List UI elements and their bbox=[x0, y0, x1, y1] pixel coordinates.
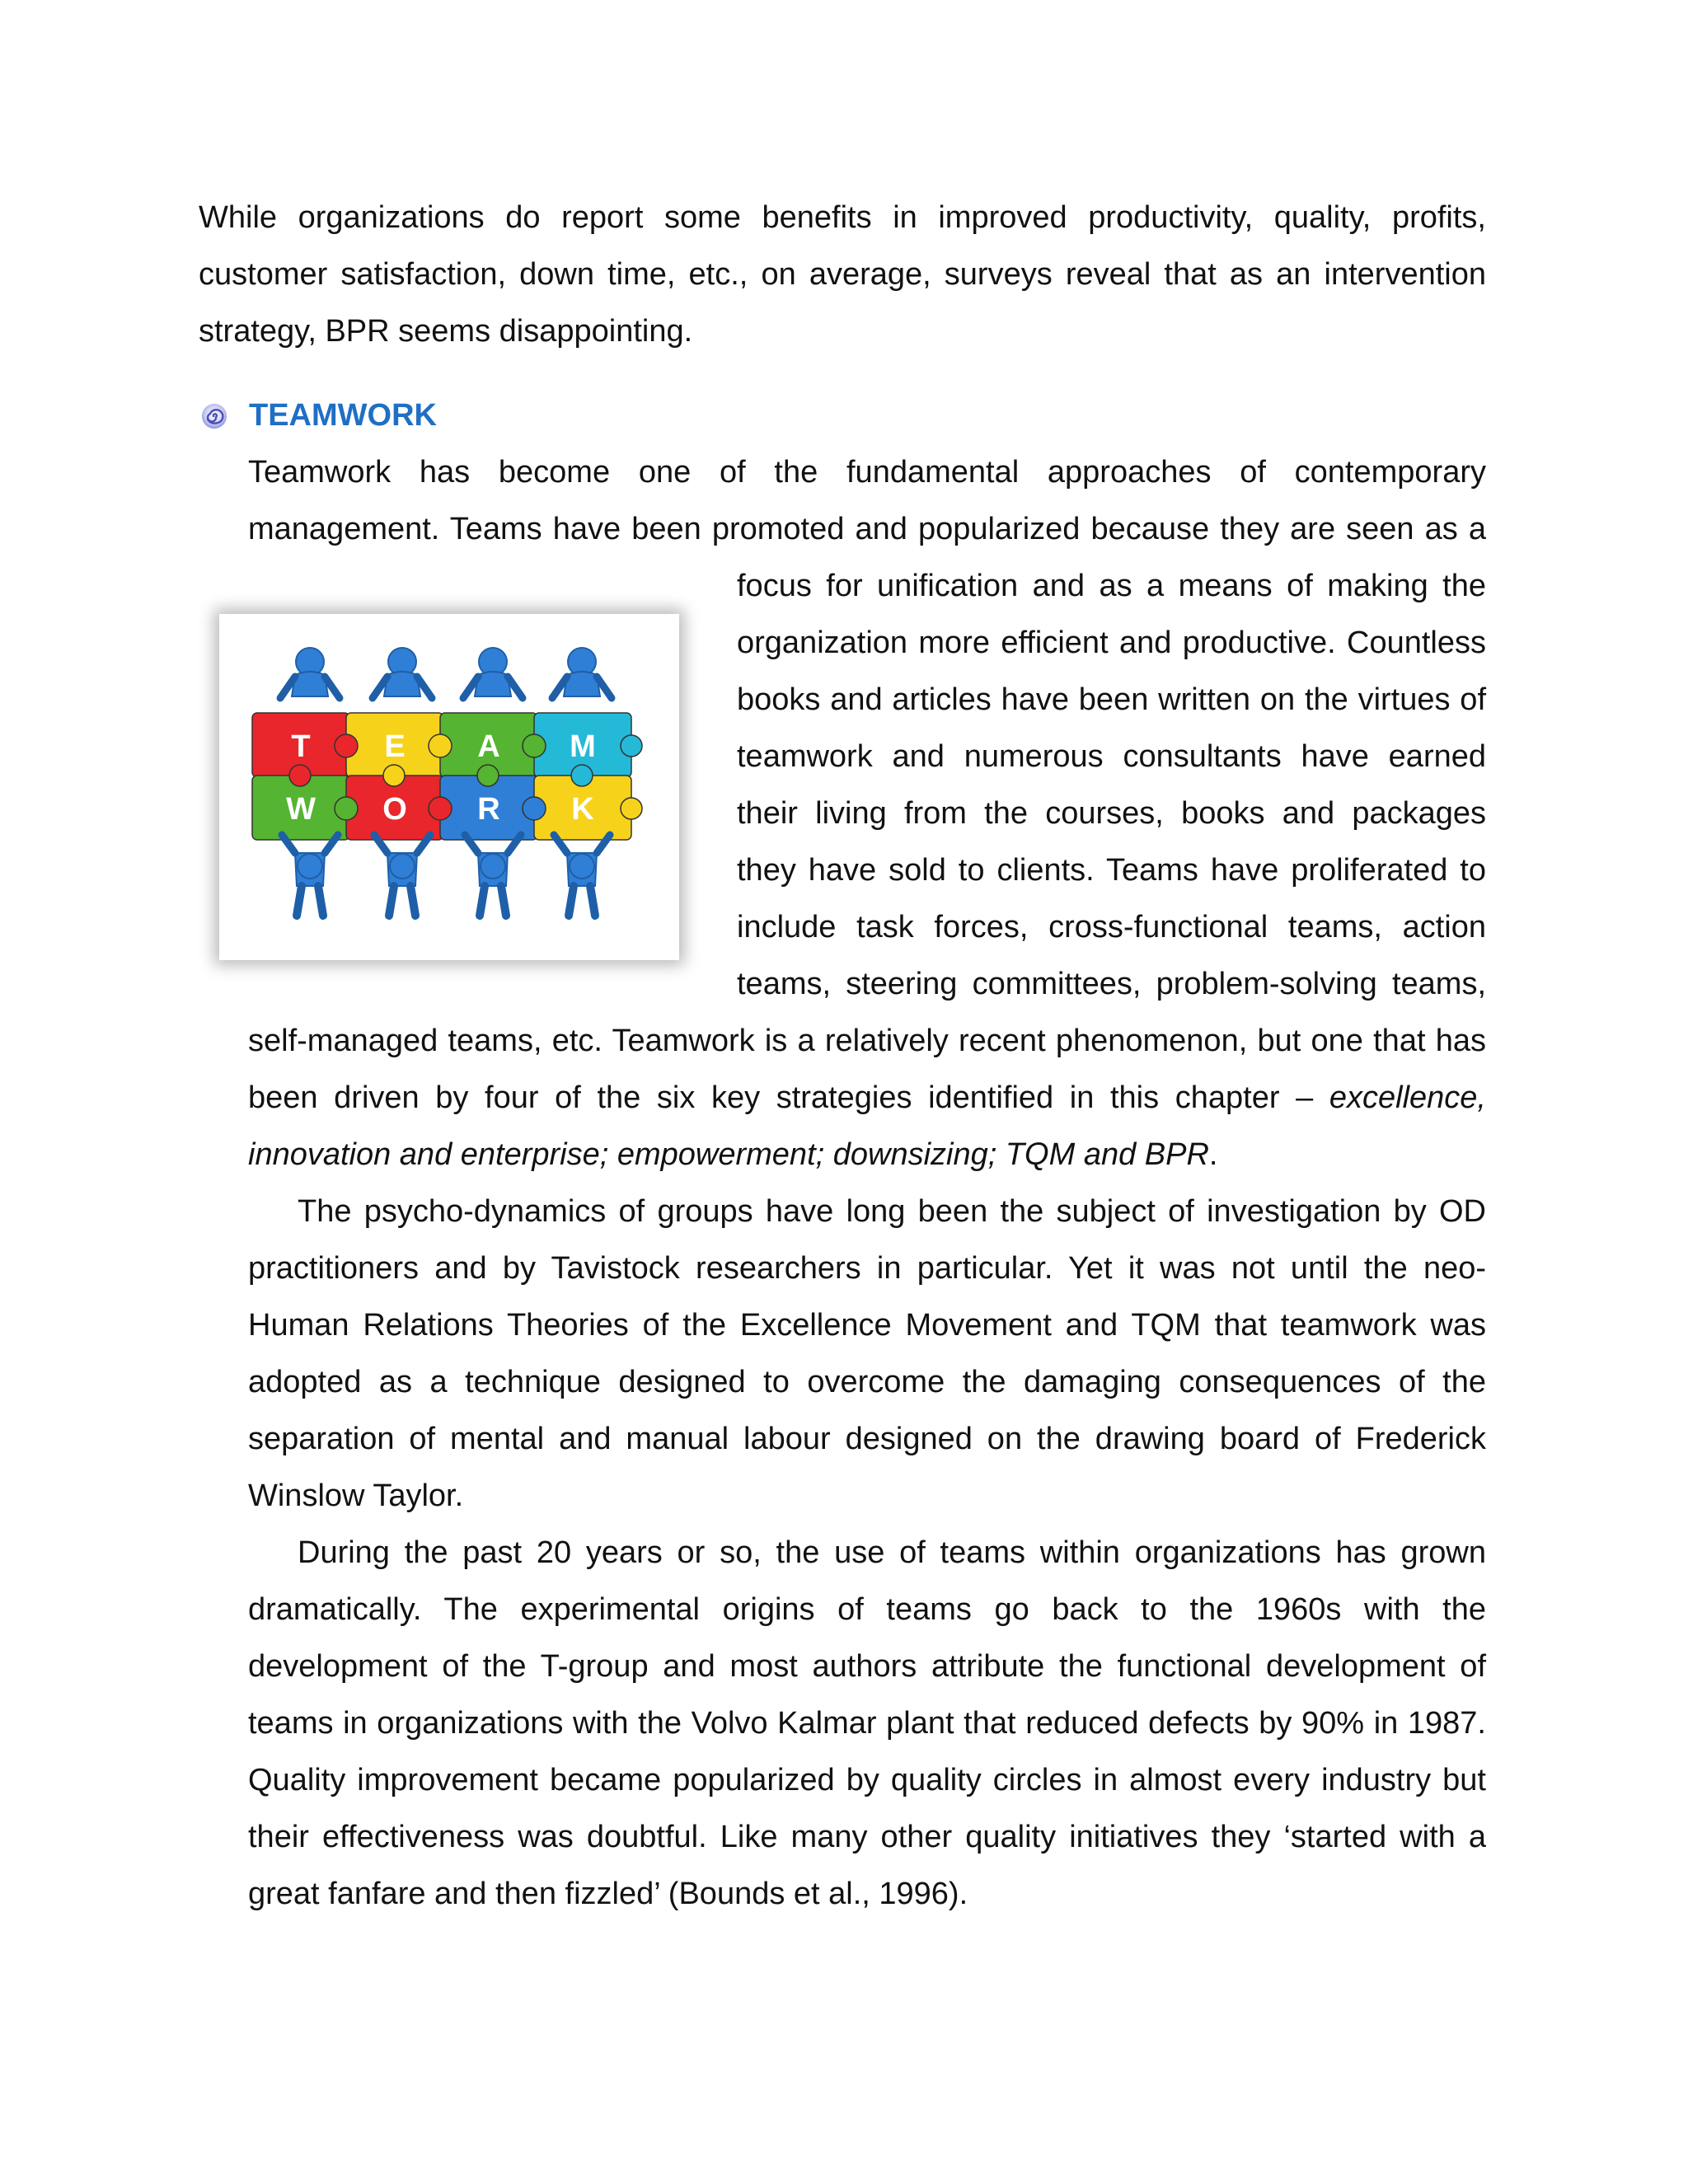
letter-1: E bbox=[384, 729, 406, 764]
letter-2: A bbox=[477, 729, 500, 764]
intro-paragraph: While organizations do report some benefits in improved productivity, quality, profits, customer satisfaction, down time, etc., on average, surveys reveal that as an intervention strategy, BPR seems disappointing. bbox=[199, 200, 1486, 349]
teamwork-paragraph-3: During the past 20 years or so, the use of teams within organizations has grown dramatically. The experimental origins of teams go back to the 1960s with the development of the T-group and most authors attribute the functional development of teams in organizations with the Volvo Kalmar plant that reduced defects by 90% in 1987. Quality improvement became popularized by quality circles in almost every industry but their effectiveness was doubtful. Like many other quality initiatives they ‘started with a great fanfare and then fizzled’ (Bounds et al., 1996). bbox=[248, 1535, 1486, 1911]
teamwork-puzzle-image bbox=[204, 598, 696, 983]
image-frame bbox=[219, 614, 679, 960]
p1-text: Teamwork has become one of the fundamental approaches of contemporary management. Teams have been promoted and popularized because they are seen as a focus for unification and as a means of making the organization more efficient and productive. Countless books and articles have been written on the virtues of teamwork and numerous consultants have earned their living from the courses, books and packages they have sold to clients. Teams have proliferated to include task forces, cross-functional teams, action teams, steering committees, problem-solving teams, self-managed teams, etc. Teamwork is a relatively recent phenomenon, but one that has been driven by four of the six key strategies identified in this chapter – bbox=[248, 455, 1486, 1115]
letter-6: R bbox=[477, 792, 500, 827]
teamwork-paragraph-1 bbox=[248, 444, 1486, 1183]
section-heading bbox=[199, 387, 437, 444]
section-body bbox=[248, 444, 1486, 1923]
letter-4: W bbox=[286, 792, 316, 827]
swirl-bullet-icon bbox=[200, 402, 228, 430]
section-title: TEAMWORK bbox=[249, 398, 437, 433]
p1-italic-strategies: excellence, innovation and enterprise; empowerment; downsizing; TQM and BPR bbox=[248, 1080, 1486, 1172]
p1-end: . bbox=[1208, 1137, 1218, 1172]
letter-7: K bbox=[571, 792, 594, 827]
teamwork-puzzle-illustration bbox=[219, 614, 679, 960]
letter-0: T bbox=[291, 729, 311, 764]
letter-3: M bbox=[570, 729, 596, 764]
letter-5: O bbox=[382, 792, 407, 827]
teamwork-paragraph-2: The psycho-dynamics of groups have long been the subject of investigation by OD practitioners and by Tavistock researchers in particular. Yet it was not until the neo-Human Relations Theories of the Excellence Movement and TQM that teamwork was adopted as a technique designed to overcome the damaging consequences of the separation of mental and manual labour designed on the drawing board of Frederick Winslow Taylor. bbox=[248, 1194, 1486, 1513]
